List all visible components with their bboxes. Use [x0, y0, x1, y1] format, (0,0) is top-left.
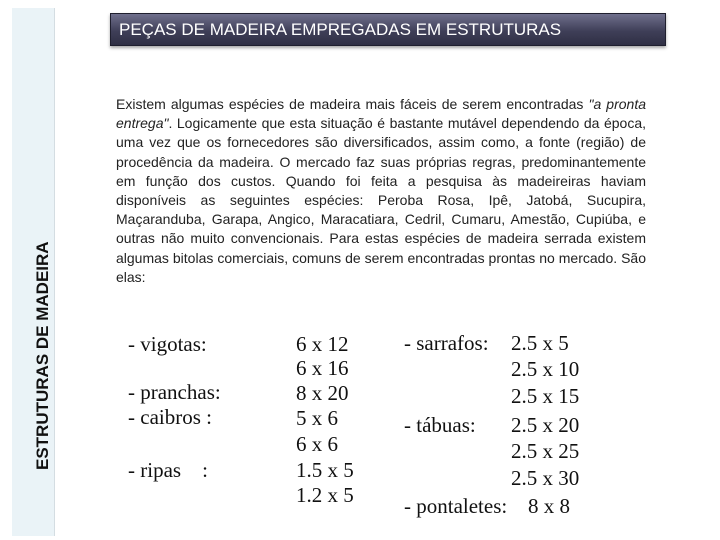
- value-pontalete: 8 x 8: [528, 494, 570, 518]
- page-title: PEÇAS DE MADEIRA EMPREGADAS EM ESTRUTURAS: [119, 20, 562, 39]
- label-sarrafos: - sarrafos:: [404, 331, 489, 355]
- value-sarrafo-3: 2.5 x 15: [511, 384, 580, 408]
- body-paragraph: [116, 95, 646, 287]
- value-tabua-1: 2.5 x 20: [511, 413, 580, 437]
- label-pranchas: - pranchas:: [128, 380, 221, 404]
- body-text-part2: . Logicamente que esta situação é bastante mutável dependendo da época, uma vez que os fornecedores são diversificados, assim como, a fonte (região) de procedência da madeira. O mercado faz suas próprias regras, predominantemente em função dos custos. Quando foi feita a pesquisa às madeireiras haviam disponíveis as seguintes espécies: Peroba Rosa, Ipê, Jatobá, Sucupira, Maçaranduba, Garapa, Angico, Maracatiara, Cedril, Cumaru, Amestão, Cupiúba, e outras não muito convencionais. Para estas espécies de madeira serrada existem algumas bitolas comerciais, comuns de serem encontradas prontas no mercado. São elas:: [116, 115, 646, 285]
- value-vigota-2: 6 x 16: [296, 356, 349, 380]
- value-caibro-2: 6 x 6: [296, 432, 338, 456]
- value-tabua-3: 2.5 x 30: [511, 466, 580, 490]
- label-ripas: - ripas :: [128, 458, 208, 482]
- value-ripa-2: 1.2 x 5: [296, 483, 354, 507]
- body-text-italic: "a pronta entrega": [116, 96, 646, 132]
- value-sarrafo-1: 2.5 x 5: [511, 331, 569, 355]
- value-vigota-1: 6 x 12: [296, 332, 349, 356]
- section-title-vertical: ESTRUTURAS DE MADEIRA: [33, 241, 52, 470]
- value-caibro-1: 5 x 6: [296, 406, 338, 430]
- body-text-part1: Existem algumas espécies de madeira mais fáceis de serem encontradas: [116, 96, 589, 112]
- value-tabua-2: 2.5 x 25: [511, 439, 580, 463]
- label-tabuas: - tábuas:: [404, 413, 476, 437]
- value-sarrafo-2: 2.5 x 10: [511, 357, 580, 381]
- label-pontaletes: - pontaletes:: [404, 494, 508, 518]
- value-prancha: 8 x 20: [296, 381, 349, 405]
- label-vigotas: - vigotas:: [128, 332, 207, 356]
- value-ripa-1: 1.5 x 5: [296, 458, 354, 482]
- title-banner: [110, 13, 666, 46]
- label-caibros: - caibros :: [128, 405, 212, 429]
